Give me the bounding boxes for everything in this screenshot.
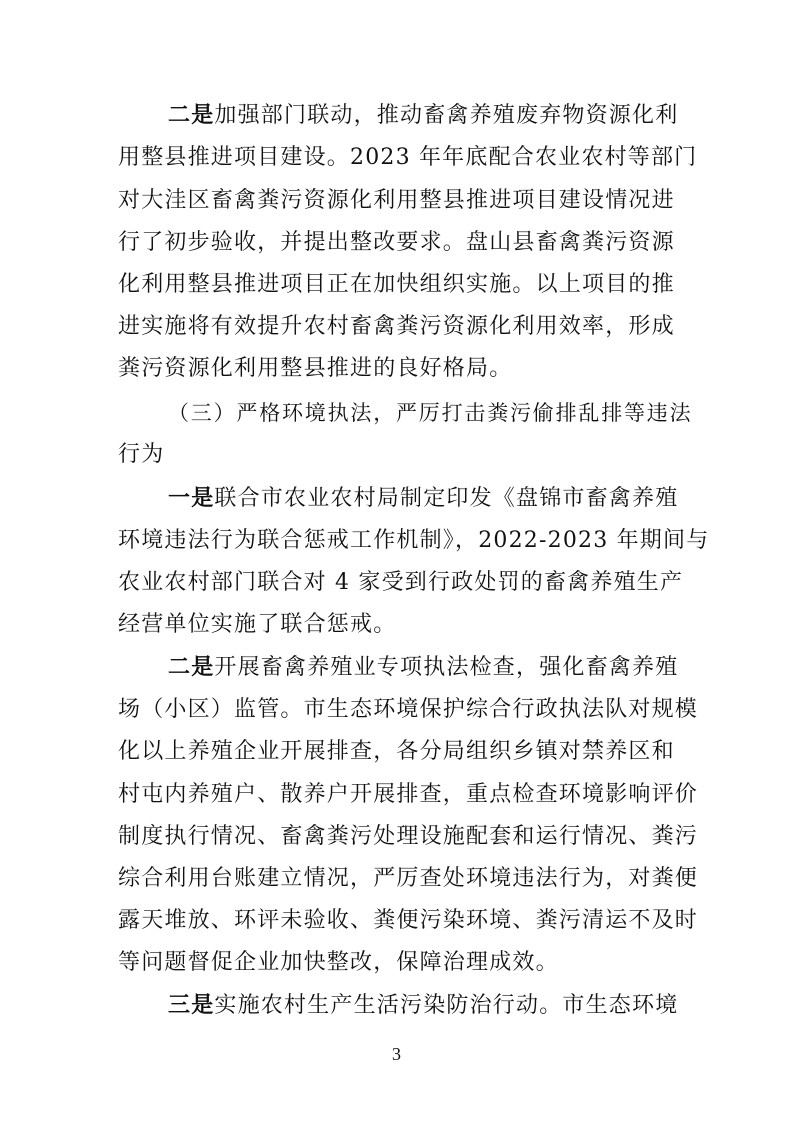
paragraph-line: 粪污资源化利用整县推进的良好格局。 <box>118 356 513 381</box>
paragraph-line: 用整县推进项目建设。2023 年年底配合农业农村等部门 <box>118 145 698 170</box>
paragraph-line <box>168 101 678 131</box>
paragraph-lead: 三是 <box>168 993 215 1018</box>
paragraph-line: 化利用整县推进项目正在加快组织实施。以上项目的推 <box>118 272 675 297</box>
paragraph-line: 进实施将有效提升农村畜禽粪污资源化利用效率，形成 <box>118 314 675 339</box>
paragraph-line: 化以上养殖企业开展排查，各分局组织乡镇对禁养区和 <box>118 739 675 764</box>
paragraph-line <box>168 484 678 514</box>
paragraph-lead: 二是 <box>168 103 215 128</box>
paragraph-line: 场（小区）监管。市生态环境保护综合行政执法队对规模 <box>118 697 699 722</box>
paragraph-line: 环境违法行为联合惩戒工作机制》，2022-2023 年期间与 <box>118 528 710 553</box>
paragraph-line: 等问题督促企业加快整改，保障治理成效。 <box>118 950 559 975</box>
paragraph-line: 行了初步验收，并提出整改要求。盘山县畜禽粪污资源 <box>118 230 675 255</box>
paragraph-line: 对大洼区畜禽粪污资源化利用整县推进项目建设情况进 <box>118 188 675 213</box>
paragraph-lead: 一是 <box>168 486 215 511</box>
paragraph-line <box>168 991 678 1021</box>
section-heading: （三）严格环境执法，严厉打击粪污偷排乱排等违法 <box>168 401 693 425</box>
paragraph-lead: 二是 <box>168 655 215 680</box>
paragraph-text: 实施农村生产生活污染防治行动。市生态环境 <box>214 993 679 1018</box>
paragraph-line: 农业农村部门联合对 4 家受到行政处罚的畜禽养殖生产 <box>118 570 684 595</box>
paragraph-line: 村屯内养殖户、散养户开展排查，重点检查环境影响评价 <box>118 782 699 807</box>
section-heading: 行为 <box>118 442 165 467</box>
paragraph-text: 加强部门联动，推动畜禽养殖废弃物资源化利 <box>214 103 679 128</box>
paragraph-line: 露天堆放、环评未验收、粪便污染环境、粪污清运不及时 <box>118 908 699 933</box>
paragraph-text: 联合市农业农村局制定印发《盘锦市畜禽养殖 <box>214 486 679 511</box>
paragraph-line: 经营单位实施了联合惩戒。 <box>118 612 397 637</box>
paragraph-line: 综合利用台账建立情况，严厉查处环境违法行为，对粪便 <box>118 866 699 891</box>
page-number: 3 <box>392 1044 401 1064</box>
paragraph-text: 开展畜禽养殖业专项执法检查，强化畜禽养殖 <box>214 655 679 680</box>
paragraph-line: 制度执行情况、畜禽粪污处理设施配套和运行情况、粪污 <box>118 824 699 849</box>
paragraph-line <box>168 653 678 683</box>
